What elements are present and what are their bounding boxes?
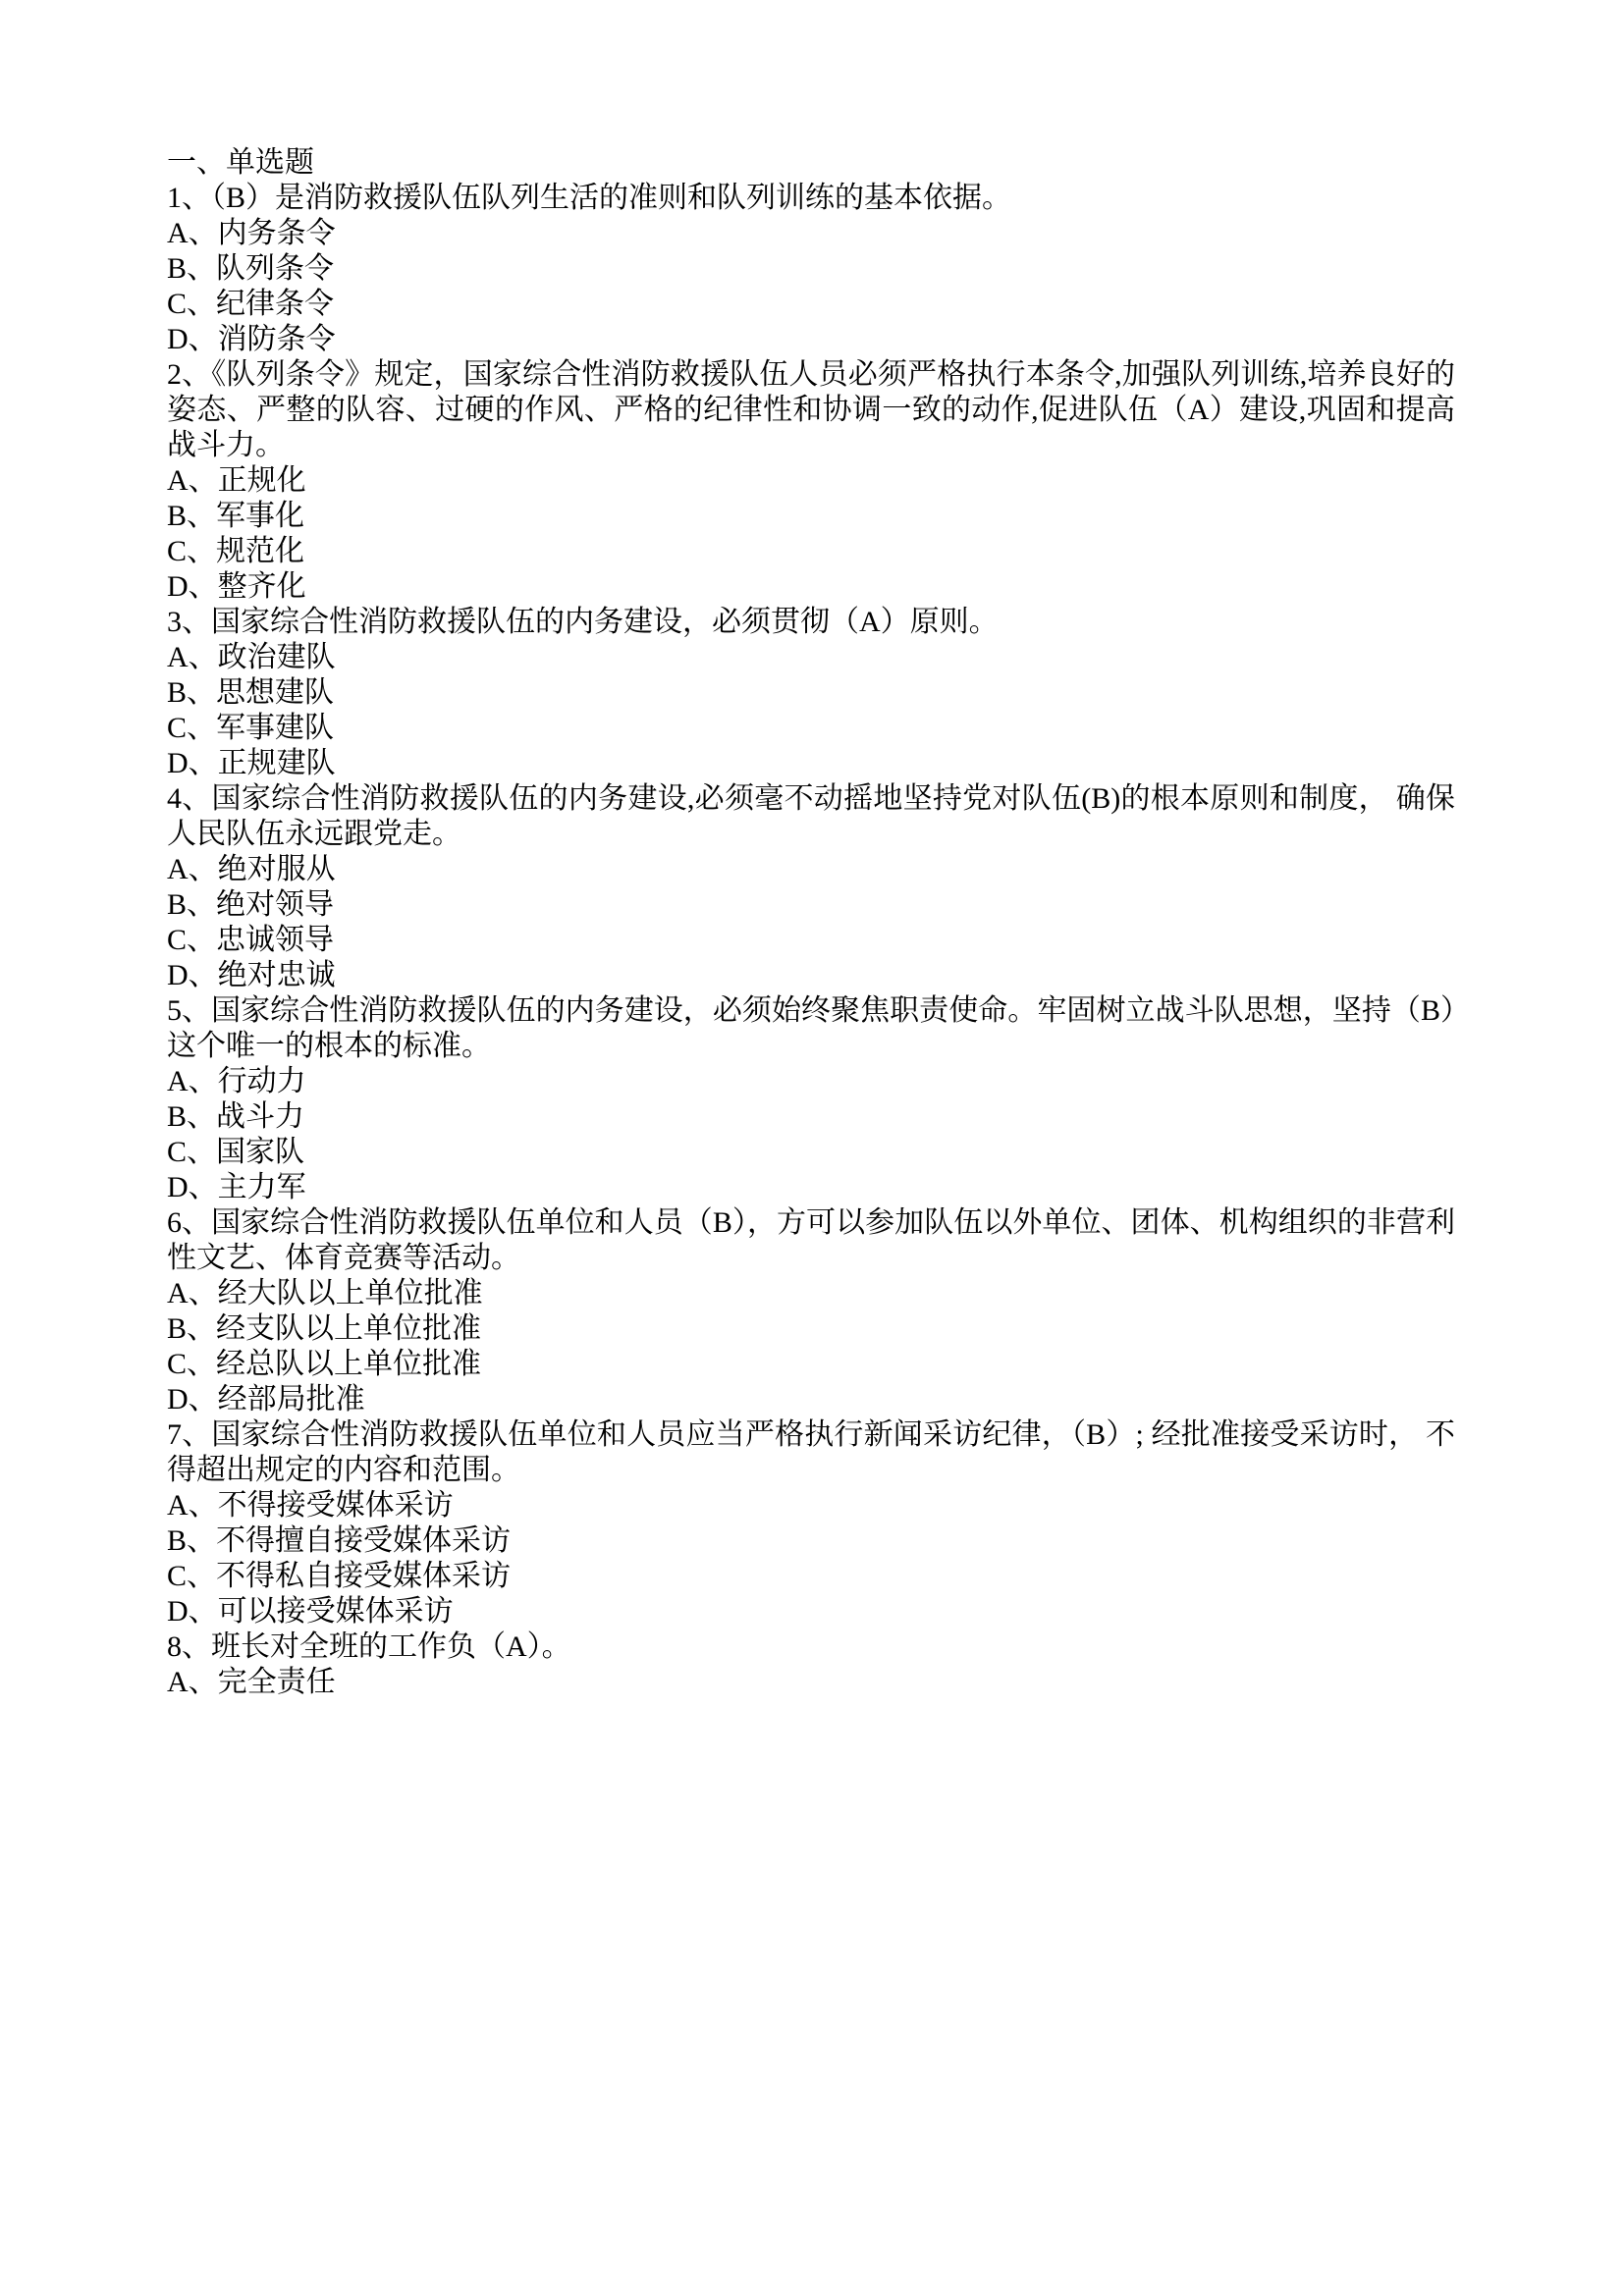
option-item: D、经部局批准	[167, 1383, 365, 1415]
option-item: B、经支队以上单位批准	[167, 1312, 482, 1345]
question-block	[167, 1205, 1455, 1417]
option-item: D、绝对忠诚	[167, 959, 336, 991]
question-options	[167, 1488, 1455, 1629]
option-item: C、经总队以上单位批准	[167, 1348, 482, 1380]
option-item: A、经大队以上单位批准	[167, 1277, 483, 1309]
option-item: D、可以接受媒体采访	[167, 1595, 454, 1628]
question-block	[167, 993, 1455, 1205]
option-item: B、不得擅自接受媒体采访	[167, 1524, 512, 1557]
option-item: D、消防条令	[167, 323, 336, 355]
question-options	[167, 1665, 1455, 1700]
option-item: C、国家队	[167, 1136, 305, 1168]
question-options	[167, 1276, 1455, 1417]
question-block	[167, 357, 1455, 605]
question-options	[167, 852, 1455, 993]
question-stem: 5、国家综合性消防救援队伍的内务建设，必须始终聚焦职责使命。牢固树立战斗队思想，坚持（B）这个唯一的根本的标准。	[167, 994, 1455, 1062]
question-stem: 8、班长对全班的工作负（A）。	[167, 1630, 571, 1663]
question-stem: 2、《队列条令》规定，国家综合性消防救援队伍人员必须严格执行本条令,加强队列训练,培养良好的姿态、严整的队容、过硬的作风、严格的纪律性和协调一致的动作,促进队伍（A）建设,巩固和提高战斗力。	[167, 358, 1455, 461]
option-item: A、绝对服从	[167, 853, 336, 885]
option-item: B、战斗力	[167, 1100, 305, 1133]
question-block	[167, 781, 1455, 993]
option-item: C、不得私自接受媒体采访	[167, 1560, 512, 1592]
question-stem: 7、国家综合性消防救援队伍单位和人员应当严格执行新闻采访纪律，（B）; 经批准接受采访时， 不得超出规定的内容和范围。	[167, 1418, 1455, 1486]
question-block	[167, 605, 1455, 781]
option-item: A、行动力	[167, 1065, 306, 1097]
option-item: C、忠诚领导	[167, 924, 335, 956]
question-block	[167, 1629, 1455, 1700]
question-stem: 6、国家综合性消防救援队伍单位和人员（B），方可以参加队伍以外单位、团体、机构组织的非营利性文艺、体育竞赛等活动。	[167, 1206, 1455, 1274]
option-item: C、军事建队	[167, 712, 335, 744]
question-options	[167, 216, 1455, 357]
option-item: D、主力军	[167, 1171, 306, 1203]
option-item: B、队列条令	[167, 252, 335, 285]
question-stem: 3、国家综合性消防救援队伍的内务建设，必须贯彻（A）原则。	[167, 606, 999, 638]
question-block	[167, 1417, 1455, 1629]
section-title: 一、单选题	[167, 146, 314, 179]
option-item: A、内务条令	[167, 217, 336, 249]
question-options	[167, 640, 1455, 781]
option-item: C、纪律条令	[167, 288, 335, 320]
option-item: B、军事化	[167, 500, 305, 532]
option-item: A、不得接受媒体采访	[167, 1489, 454, 1522]
question-options	[167, 1064, 1455, 1205]
question-options	[167, 463, 1455, 605]
option-item: D、整齐化	[167, 570, 306, 603]
question-list	[167, 181, 1455, 1700]
option-item: D、正规建队	[167, 747, 336, 779]
option-item: B、思想建队	[167, 676, 335, 709]
option-item: A、正规化	[167, 464, 306, 497]
option-item: A、政治建队	[167, 641, 336, 673]
option-item: B、绝对领导	[167, 888, 335, 921]
question-block	[167, 181, 1455, 357]
question-stem: 1、（B）是消防救援队伍队列生活的准则和队列训练的基本依据。	[167, 182, 1012, 214]
question-stem: 4、国家综合性消防救援队伍的内务建设,必须毫不动摇地坚持党对队伍(B)的根本原则和制度， 确保人民队伍永远跟党走。	[167, 782, 1455, 850]
option-item: A、完全责任	[167, 1666, 336, 1698]
option-item: C、规范化	[167, 535, 305, 567]
